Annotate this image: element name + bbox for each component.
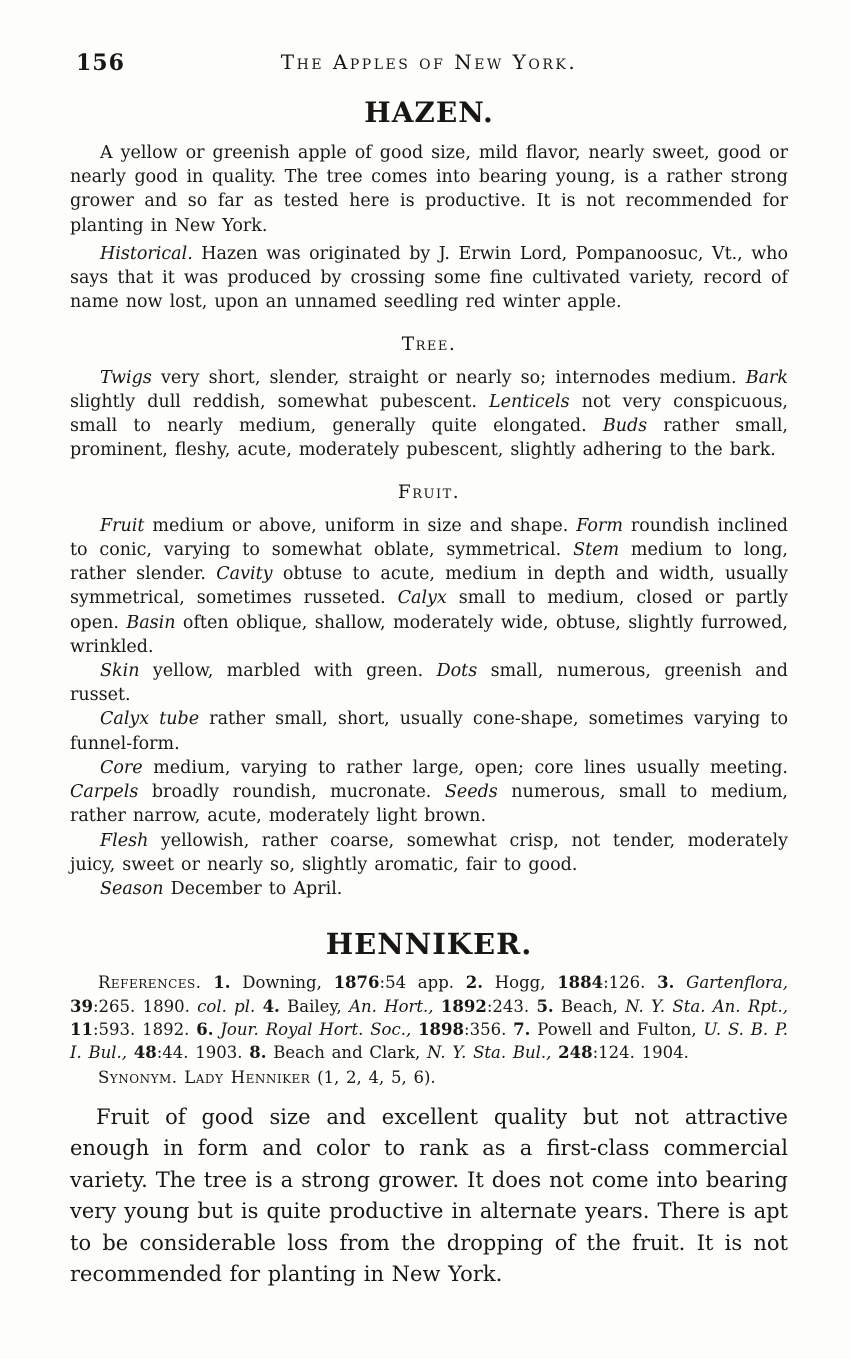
henniker-description-paragraph: Fruit of good size and excellent quality but not attractive enough in form and color to rank as a first-class commercial variety. The tree is a strong grower. It does not come into bearing very young but is quite productive in alternate years. There is apt to be considerable loss from the dropping of the fruit. It is not recommended for planting in New York. [70, 1104, 788, 1287]
tree-section-heading: Tree. [401, 333, 457, 355]
core-paragraph: Core medium, varying to rather large, open; core lines usually meeting. Carpels broadly roundish, mucronate. Seeds numerous, small to medium, rather narrow, acute, moderately light brown. [70, 757, 788, 827]
references-paragraph: References. 1. Downing, 1876:54 app. 2. Hogg, 1884:126. 3. Gartenflora, 39:265. 1890. col. pl. 4. Bailey, An. Hort., 1892:243. 5. Beach, N. Y. Sta. An. Rpt., 11:593. 1892. 6. Jour. Royal Hort. Soc., 1898:356. 7. Powell and Fulton, U. S. B. P. I. Bul., 48:44. 1903. 8. Beach and Clark, N. Y. Sta. Bul., 248:124. 1904. [70, 973, 788, 1063]
henniker-title: HENNIKER. [325, 927, 533, 962]
season-paragraph: Season December to April. [100, 879, 343, 900]
page-header [70, 48, 788, 80]
hazen-intro-paragraph: A yellow or greenish apple of good size, mild flavor, nearly sweet, good or nearly good in quality. The tree comes into bearing young, is a rather strong grower and so far as tested here is productive. It is not recommended for planting in New York. [70, 143, 788, 236]
calyx-tube-paragraph: Calyx tube rather small, short, usually cone-shape, sometimes varying to funnel-form. [70, 709, 789, 754]
fruit-form-paragraph: Fruit medium or above, uniform in size and shape. Form roundish inclined to conic, varying to somewhat oblate, symmetrical. Stem medium to long, rather slender. Cavity obtuse to acute, medium in depth and width, usually symmetrical, sometimes russeted. Calyx small to medium, closed or partly open. Basin often oblique, shallow, moderately wide, obtuse, slightly furrowed, wrinkled. [70, 515, 789, 657]
page-number: 156 [76, 50, 125, 76]
flesh-paragraph: Flesh yellowish, rather coarse, somewhat crisp, not tender, moderately juicy, sweet or nearly so, slightly aromatic, fair to good. [70, 830, 788, 875]
running-title: The Apples of New York. [280, 50, 578, 74]
skin-paragraph: Skin yellow, marbled with green. Dots small, numerous, greenish and russet. [70, 660, 789, 706]
hazen-historical-paragraph: Historical. Hazen was originated by J. Erwin Lord, Pompanoosuc, Vt., who says that it was produced by crossing some fine cultivated variety, record of name now lost, upon an unnamed seedling red winter apple. [70, 243, 788, 313]
tree-description-paragraph: Twigs very short, slender, straight or nearly so; internodes medium. Bark slightly dull reddish, somewhat pubescent. Lenticels not very conspicuous, small to nearly medium, generally quite elongated. Buds rather small, prominent, fleshy, acute, moderately pubescent, slightly adhering to the bark. [70, 367, 788, 461]
fruit-section-heading: Fruit. [397, 481, 461, 503]
synonym-line: Synonym. Lady Henniker (1, 2, 4, 5, 6). [98, 1068, 436, 1088]
hazen-title: HAZEN. [364, 96, 494, 129]
